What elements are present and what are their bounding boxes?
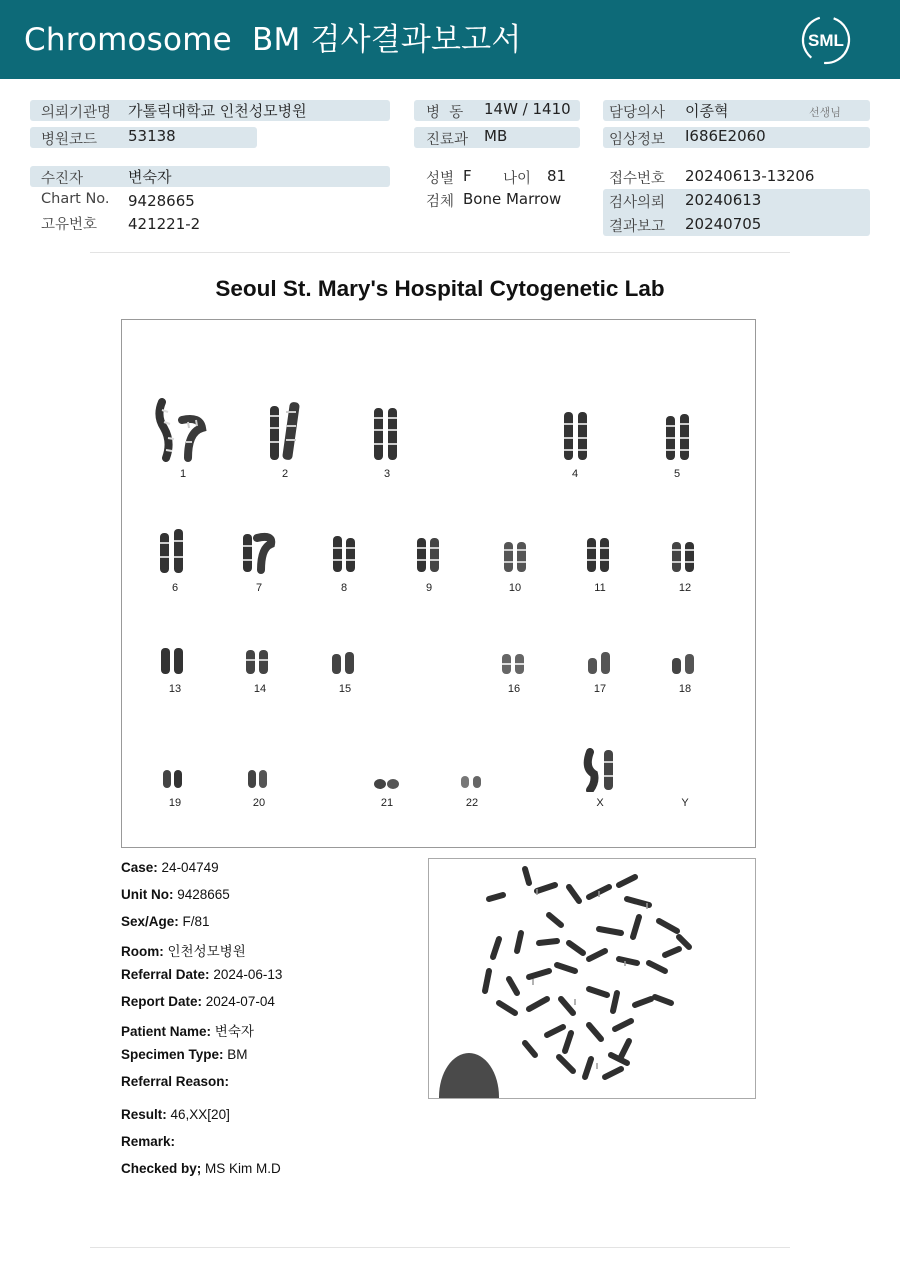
chart-value: 9428665: [128, 192, 195, 210]
institution-value: 가톨릭대학교 인천성모병원: [128, 102, 307, 120]
chromosome-label: 13: [168, 683, 182, 695]
patient-name-line: Patient Name: 변숙자: [121, 1024, 254, 1039]
chromosome-13-image: [158, 646, 190, 676]
clinical-value: I686E2060: [685, 127, 766, 145]
chromosome-label: 20: [252, 797, 266, 809]
chromosome-label: 6: [171, 582, 179, 594]
chromosome-12-image: [668, 540, 704, 574]
id-label: 고유번호: [41, 217, 98, 233]
referral-date-line: Referral Date: 2024-06-13: [121, 967, 283, 982]
sexage-line: Sex/Age: F/81: [121, 914, 210, 929]
chromosome-label: 18: [678, 683, 692, 695]
specimen-type-line: Specimen Type: BM: [121, 1047, 248, 1062]
chromosome-19-image: [160, 766, 188, 790]
checked-by-line: Checked by; MS Kim M.D: [121, 1161, 281, 1176]
chromosome-17-image: [585, 650, 617, 676]
specimen-label: 검체: [426, 194, 455, 210]
chromosome-label: 15: [338, 683, 352, 695]
chromosome-label: 4: [571, 468, 579, 480]
chromosome-22-image: [458, 770, 486, 790]
chromosome-7-image: [239, 530, 279, 574]
department-value: MB: [484, 127, 508, 145]
request-label: 검사의뢰: [609, 195, 666, 211]
chromosome-label: X: [596, 797, 604, 809]
report-date-line: Report Date: 2024-07-04: [121, 994, 275, 1009]
patient-bar: [30, 166, 390, 187]
karyotype-panel: [121, 319, 756, 848]
chromosome-2-image: [262, 398, 312, 464]
age-label: 나이: [503, 171, 532, 187]
chromosome-label: 2: [281, 468, 289, 480]
doctor-suffix: 선생님: [809, 106, 841, 119]
chromosome-5-image: [660, 412, 700, 462]
receipt-label: 접수번호: [609, 171, 666, 187]
sml-logo: [800, 14, 852, 66]
chromosome-15-image: [329, 648, 361, 676]
hospital-code-label: 병원코드: [41, 132, 98, 148]
chromosome-11-image: [583, 536, 619, 574]
referral-reason-line: Referral Reason:: [121, 1074, 230, 1089]
institution-label: 의뢰기관명: [41, 105, 112, 121]
report-title: Chromosome BM 검사결과보고서: [24, 22, 522, 58]
result-line: Result: 46,XX[20]: [121, 1107, 230, 1122]
divider-bottom: [90, 1247, 790, 1248]
patient-value: 변숙자: [128, 168, 172, 186]
chromosome-label: 17: [593, 683, 607, 695]
metaphase-image: [428, 858, 756, 1099]
specimen-value: Bone Marrow: [463, 190, 562, 208]
clinical-label: 임상정보: [609, 132, 666, 148]
chromosome-label: 3: [383, 468, 391, 480]
chromosome-16-image: [499, 650, 531, 676]
chromosome-20-image: [245, 766, 273, 790]
chart-label: Chart No.: [41, 191, 110, 207]
chromosome-4-image: [558, 410, 598, 462]
doctor-label: 담당의사: [609, 105, 666, 121]
chromosome-14-image: [243, 646, 275, 676]
chromosome-9-image: [413, 536, 449, 574]
chromosome-label: 14: [253, 683, 267, 695]
chromosome-label: 1: [179, 468, 187, 480]
chromosome-label: 8: [340, 582, 348, 594]
chromosome-label: 19: [168, 797, 182, 809]
id-value: 421221-2: [128, 215, 201, 233]
svg-text:SML: SML: [808, 31, 844, 50]
chromosome-18-image: [669, 650, 701, 676]
department-label: 진료과: [426, 132, 469, 148]
case-line: Case: 24-04749: [121, 860, 219, 875]
chromosome-8-image: [329, 534, 365, 574]
report-label: 결과보고: [609, 219, 666, 235]
chromosome-label: 11: [594, 582, 606, 594]
chromosome-label: 5: [673, 468, 681, 480]
chromosome-label: 22: [465, 797, 479, 809]
chromosome-label: 21: [380, 797, 394, 809]
chromosome-label: 7: [255, 582, 263, 594]
lab-title: Seoul St. Mary's Hospital Cytogenetic Lab: [215, 276, 665, 301]
metaphase-spread: [429, 859, 756, 1099]
chromosome-1-image: [154, 398, 214, 464]
chromosome-label: 16: [507, 683, 521, 695]
room-line: Room: 인천성모병원: [121, 944, 246, 959]
doctor-value: 이종혁: [685, 102, 729, 120]
chromosome-label: 12: [678, 582, 692, 594]
patient-label: 수진자: [41, 171, 84, 187]
divider-top: [90, 252, 790, 253]
remark-line: Remark:: [121, 1134, 176, 1149]
report-header: [0, 0, 900, 79]
report-value: 20240705: [685, 215, 762, 233]
request-value: 20240613: [685, 191, 762, 209]
ward-label: 병 동: [426, 105, 464, 121]
chromosome-21-image: [372, 774, 402, 790]
chromosome-label: 10: [508, 582, 522, 594]
age-value: 81: [547, 167, 567, 185]
chromosome-3-image: [368, 406, 408, 462]
chromosome-6-image: [156, 527, 192, 575]
ward-value: 14W / 1410: [484, 100, 571, 118]
sex-label: 성별: [426, 171, 455, 187]
hospital-code-value: 53138: [128, 127, 176, 145]
unit-line: Unit No: 9428665: [121, 887, 230, 902]
receipt-value: 20240613-13206: [685, 167, 815, 185]
chromosome-label: 9: [425, 582, 433, 594]
sex-value: F: [463, 167, 472, 185]
chromosome-10-image: [500, 540, 536, 574]
chromosome-x-image: [582, 748, 622, 792]
chromosome-label: Y: [681, 797, 689, 809]
